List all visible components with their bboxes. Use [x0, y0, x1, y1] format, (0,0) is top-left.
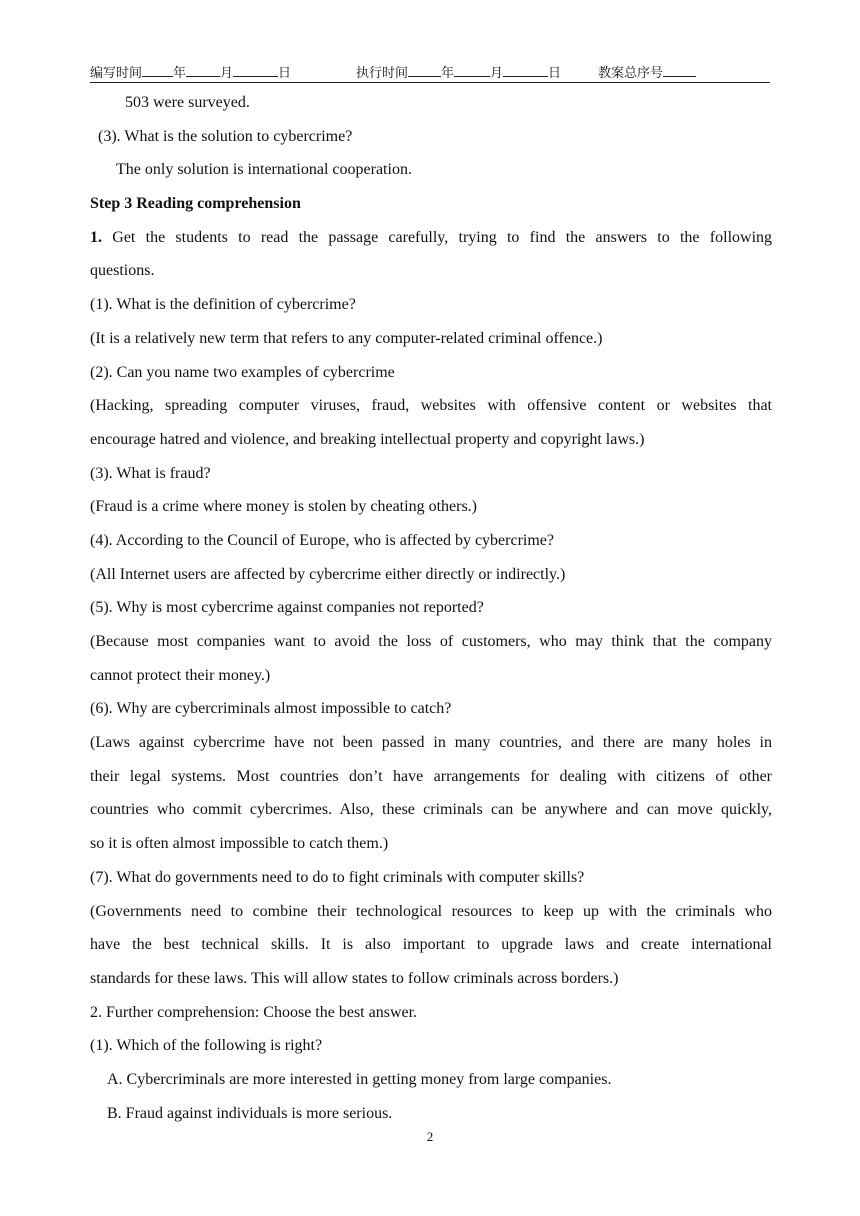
- exec-time-label: 执行时间: [356, 65, 409, 80]
- page-number: 2: [426, 1129, 434, 1144]
- blank-line: [663, 63, 696, 77]
- instruction-line: [90, 221, 772, 255]
- year-label: 年: [173, 65, 187, 80]
- item-number: 1.: [90, 228, 102, 246]
- answer-line: their legal systems. Most countries don’t have arrangements for dealing with citizens of other: [90, 767, 772, 785]
- question-line: (3). What is the solution to cybercrime?: [98, 127, 353, 145]
- instruction-line: 2. Further comprehension: Choose the best answer.: [90, 1003, 418, 1021]
- answer-line: cannot protect their money.): [90, 666, 271, 684]
- answer-line: (It is a relatively new term that refers to any computer-related criminal offence.): [90, 329, 603, 347]
- answer-line: standards for these laws. This will allow states to follow criminals across borders.): [90, 969, 619, 987]
- plan-number-label: 教案总序号: [598, 65, 664, 80]
- answer-line: (Governments need to combine their technological resources to keep up with the criminals who: [90, 902, 772, 920]
- question-line: (2). Can you name two examples of cybercrime: [90, 363, 395, 381]
- write-time-label: 编写时间: [90, 65, 143, 80]
- page-body: [90, 86, 772, 1130]
- question-line: (3). What is fraud?: [90, 464, 211, 482]
- blank-line: [454, 63, 490, 77]
- blank-line: [233, 63, 278, 77]
- text-line: questions.: [90, 262, 155, 280]
- answer-line: The only solution is international cooperation.: [116, 161, 412, 179]
- text-line: 503 were surveyed.: [125, 94, 250, 111]
- month-label: 月: [490, 65, 504, 80]
- answer-line: (Hacking, spreading computer viruses, fraud, websites with offensive content or websites that: [90, 397, 772, 415]
- answer-line: (Laws against cybercrime have not been passed in many countries, and there are many holes in: [90, 734, 772, 752]
- section-heading: Step 3 Reading comprehension: [90, 195, 301, 213]
- answer-line: (Because most companies want to avoid the loss of customers, who may think that the company: [90, 633, 772, 650]
- question-line: (4). According to the Council of Europe, who is affected by cybercrime?: [90, 531, 554, 549]
- year-label: 年: [441, 65, 455, 80]
- write-time-field: [90, 62, 291, 81]
- question-line: (7). What do governments need to do to fight criminals with computer skills?: [90, 868, 585, 886]
- option-line: A. Cybercriminals are more interested in getting money from large companies.: [107, 1070, 612, 1088]
- page-header: [90, 60, 770, 83]
- blank-line: [142, 63, 173, 77]
- answer-line: (All Internet users are affected by cybercrime either directly or indirectly.): [90, 565, 566, 583]
- answer-line: countries who commit cybercrimes. Also, these criminals can be anywhere and can move quickly,: [90, 801, 772, 819]
- plan-number-field: [598, 62, 696, 81]
- blank-line: [408, 63, 441, 77]
- day-label: 日: [548, 65, 562, 80]
- question-line: (6). Why are cybercriminals almost impossible to catch?: [90, 700, 452, 718]
- answer-line: encourage hatred and violence, and breaking intellectual property and copyright laws.): [90, 430, 645, 448]
- question-line: (1). What is the definition of cybercrime?: [90, 296, 356, 314]
- day-label: 日: [278, 65, 292, 80]
- exec-time-field: [356, 62, 561, 81]
- blank-line: [186, 63, 220, 77]
- answer-line: have the best technical skills. It is also important to upgrade laws and create international: [90, 936, 772, 954]
- question-line: (1). Which of the following is right?: [90, 1037, 323, 1055]
- blank-line: [503, 63, 548, 77]
- option-line: B. Fraud against individuals is more serious.: [107, 1104, 393, 1122]
- month-label: 月: [220, 65, 234, 80]
- answer-line: (Fraud is a crime where money is stolen by cheating others.): [90, 498, 477, 516]
- question-line: (5). Why is most cybercrime against companies not reported?: [90, 599, 484, 617]
- instruction-text: Get the students to read the passage carefully, trying to find the answers to the following: [112, 228, 773, 246]
- answer-line: so it is often almost impossible to catch them.): [90, 835, 389, 853]
